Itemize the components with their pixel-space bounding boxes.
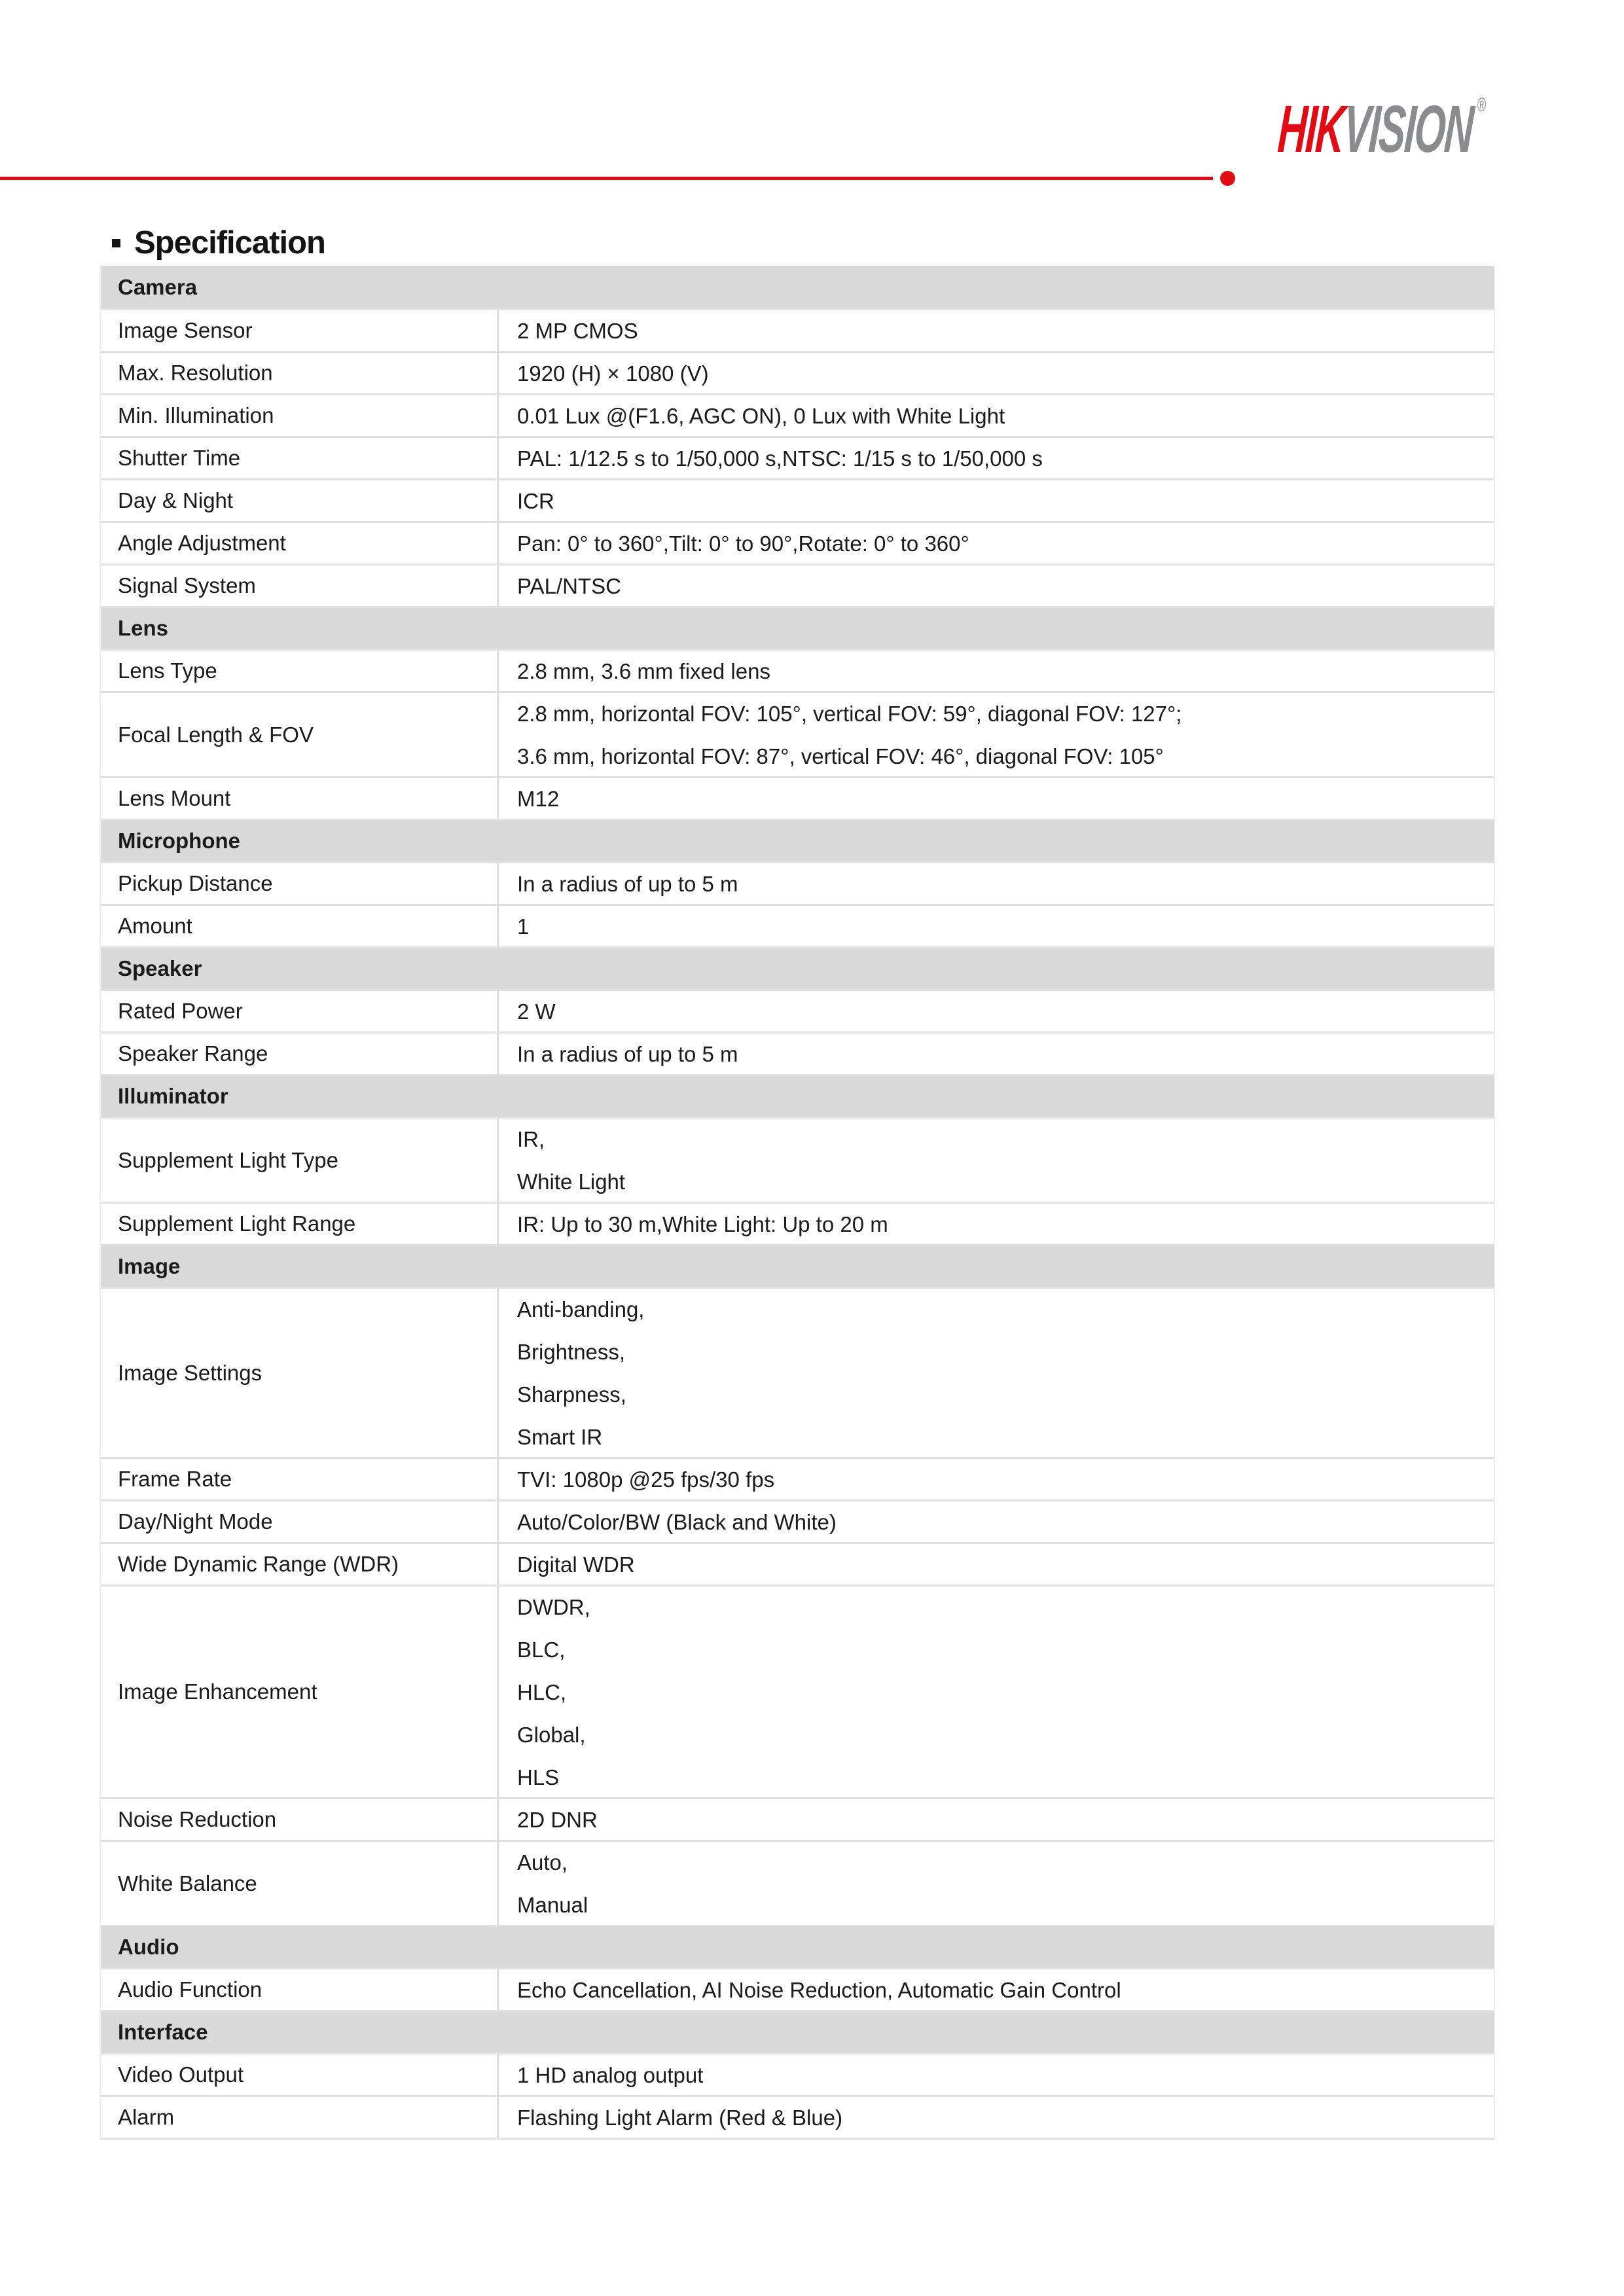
spec-label-cell: Max. Resolution (101, 353, 499, 393)
spec-value-cell (499, 310, 1494, 351)
hikvision-logo (1276, 92, 1487, 166)
spec-value-line: White Light (517, 1169, 626, 1194)
spec-label-cell: Image Settings (101, 1289, 499, 1457)
spec-label-cell: Frame Rate (101, 1459, 499, 1499)
spec-row (101, 1457, 1494, 1499)
section-header-row: Image (101, 1244, 1494, 1287)
brand-rule-line (0, 177, 1213, 180)
spec-value-line: PAL/NTSC (517, 573, 621, 598)
spec-row (101, 478, 1494, 521)
spec-row (101, 1499, 1494, 1542)
spec-value-line: Smart IR (517, 1424, 603, 1449)
spec-value-cell (499, 1033, 1494, 1074)
spec-value-line: 2D DNR (517, 1807, 598, 1832)
spec-value-line: Flashing Light Alarm (Red & Blue) (517, 2105, 843, 2130)
spec-value-cell (499, 1289, 1494, 1457)
spec-value-cell (499, 906, 1494, 946)
spec-label-cell: Focal Length & FOV (101, 693, 499, 776)
spec-row (101, 1542, 1494, 1585)
spec-value-line: IR: Up to 30 m,White Light: Up to 20 m (517, 1211, 888, 1236)
spec-label-cell: Signal System (101, 565, 499, 606)
section-header-row: Lens (101, 606, 1494, 649)
spec-label-cell: Supplement Light Type (101, 1119, 499, 1202)
spec-value-cell (499, 1842, 1494, 1925)
logo-hik-text: HIK (1276, 92, 1346, 166)
spec-row (101, 351, 1494, 393)
spec-label-cell: Min. Illumination (101, 395, 499, 436)
spec-value-line: DWDR, (517, 1594, 590, 1619)
spec-value-line: 2 MP CMOS (517, 318, 638, 343)
spec-row (101, 436, 1494, 478)
spec-value-cell (499, 1501, 1494, 1542)
spec-value-line: TVI: 1080p @25 fps/30 fps (517, 1467, 775, 1492)
spec-value-cell (499, 1587, 1494, 1797)
spec-row (101, 308, 1494, 351)
spec-label-cell: Lens Type (101, 651, 499, 691)
spec-value-cell (499, 1459, 1494, 1499)
spec-value-cell (499, 863, 1494, 904)
specification-table (99, 266, 1495, 2140)
spec-label-cell: Day & Night (101, 480, 499, 521)
spec-row (101, 1031, 1494, 1074)
spec-value-cell (499, 1799, 1494, 1840)
spec-value-cell (499, 395, 1494, 436)
spec-value-line: Pan: 0° to 360°,Tilt: 0° to 90°,Rotate: 0° to 360° (517, 531, 969, 556)
spec-value-line: Manual (517, 1892, 588, 1917)
spec-label-cell: Noise Reduction (101, 1799, 499, 1840)
spec-label-cell: Amount (101, 906, 499, 946)
registered-trademark-icon: ® (1476, 94, 1487, 116)
spec-row (101, 989, 1494, 1031)
spec-value-line: M12 (517, 786, 560, 811)
spec-value-cell (499, 353, 1494, 393)
section-header-row: Interface (101, 2010, 1494, 2053)
spec-value-cell (499, 438, 1494, 478)
spec-label-cell: Image Enhancement (101, 1587, 499, 1797)
section-header-row: Illuminator (101, 1074, 1494, 1117)
spec-label-cell: Image Sensor (101, 310, 499, 351)
spec-value-line: 0.01 Lux @(F1.6, AGC ON), 0 Lux with White Light (517, 403, 1005, 428)
section-header-row: Audio (101, 1925, 1494, 1967)
spec-value-line: Global, (517, 1722, 586, 1747)
spec-row (101, 691, 1494, 776)
spec-label-cell: Audio Function (101, 1969, 499, 2010)
spec-row (101, 1840, 1494, 1925)
spec-row (101, 1287, 1494, 1457)
spec-value-line: BLC, (517, 1637, 566, 1662)
spec-value-line: ICR (517, 488, 554, 513)
spec-value-cell (499, 778, 1494, 819)
spec-row (101, 564, 1494, 606)
spec-value-line: 2.8 mm, horizontal FOV: 105°, vertical FOV: 59°, diagonal FOV: 127°; (517, 701, 1182, 726)
spec-value-cell (499, 693, 1494, 776)
spec-value-cell (499, 1544, 1494, 1585)
spec-row (101, 1797, 1494, 1840)
spec-label-cell: Rated Power (101, 991, 499, 1031)
spec-row (101, 1585, 1494, 1797)
spec-label-cell: Pickup Distance (101, 863, 499, 904)
spec-row (101, 649, 1494, 691)
spec-value-line: Auto/Color/BW (Black and White) (517, 1509, 837, 1534)
spec-label-cell: Lens Mount (101, 778, 499, 819)
spec-label-cell: Angle Adjustment (101, 523, 499, 564)
specification-heading (112, 222, 325, 264)
spec-value-cell (499, 651, 1494, 691)
spec-row (101, 1967, 1494, 2010)
spec-value-line: HLS (517, 1765, 560, 1789)
spec-label-cell: Wide Dynamic Range (WDR) (101, 1544, 499, 1585)
spec-row (101, 521, 1494, 564)
spec-value-line: 2.8 mm, 3.6 mm fixed lens (517, 658, 770, 683)
spec-value-line: 2 W (517, 999, 556, 1024)
section-header-row: Microphone (101, 819, 1494, 861)
spec-label-cell: Supplement Light Range (101, 1204, 499, 1244)
spec-value-line: 1920 (H) × 1080 (V) (517, 361, 709, 386)
spec-value-cell (499, 1204, 1494, 1244)
spec-row (101, 861, 1494, 904)
spec-value-line: Digital WDR (517, 1552, 635, 1577)
page-title: Specification (134, 225, 325, 260)
spec-value-cell (499, 2054, 1494, 2095)
section-header-row: Camera (101, 266, 1494, 308)
spec-value-line: 3.6 mm, horizontal FOV: 87°, vertical FOV: 46°, diagonal FOV: 105° (517, 744, 1164, 768)
spec-label-cell: Shutter Time (101, 438, 499, 478)
logo-vision-text: VISION (1341, 92, 1475, 166)
spec-label-cell: Speaker Range (101, 1033, 499, 1074)
brand-rule-dot-icon (1220, 171, 1235, 186)
spec-label-cell: Day/Night Mode (101, 1501, 499, 1542)
spec-value-line: Echo Cancellation, AI Noise Reduction, Automatic Gain Control (517, 1977, 1121, 2002)
spec-row (101, 2053, 1494, 2095)
spec-value-cell (499, 991, 1494, 1031)
spec-value-cell (499, 523, 1494, 564)
spec-value-line: Auto, (517, 1850, 568, 1874)
spec-row (101, 776, 1494, 819)
section-header-row: Speaker (101, 946, 1494, 989)
spec-label-cell: White Balance (101, 1842, 499, 1925)
spec-value-line: PAL: 1/12.5 s to 1/50,000 s,NTSC: 1/15 s to 1/50,000 s (517, 446, 1043, 471)
spec-value-cell (499, 565, 1494, 606)
spec-value-cell (499, 1119, 1494, 1202)
spec-value-line: In a radius of up to 5 m (517, 871, 738, 896)
spec-value-line: Sharpness, (517, 1382, 626, 1407)
spec-label-cell: Video Output (101, 2054, 499, 2095)
spec-row (101, 1117, 1494, 1202)
spec-row (101, 393, 1494, 436)
spec-value-line: In a radius of up to 5 m (517, 1041, 738, 1066)
spec-row (101, 2095, 1494, 2138)
spec-value-cell (499, 480, 1494, 521)
spec-value-line: Anti-banding, (517, 1297, 645, 1321)
spec-row (101, 904, 1494, 946)
spec-value-line: HLC, (517, 1679, 567, 1704)
spec-value-cell (499, 2097, 1494, 2138)
spec-value-line: Brightness, (517, 1339, 626, 1364)
square-bullet-icon (112, 239, 120, 247)
spec-value-line: 1 HD analog output (517, 2062, 704, 2087)
spec-value-cell (499, 1969, 1494, 2010)
spec-row (101, 1202, 1494, 1244)
spec-value-line: IR, (517, 1126, 545, 1151)
spec-label-cell: Alarm (101, 2097, 499, 2138)
spec-value-line: 1 (517, 914, 530, 939)
